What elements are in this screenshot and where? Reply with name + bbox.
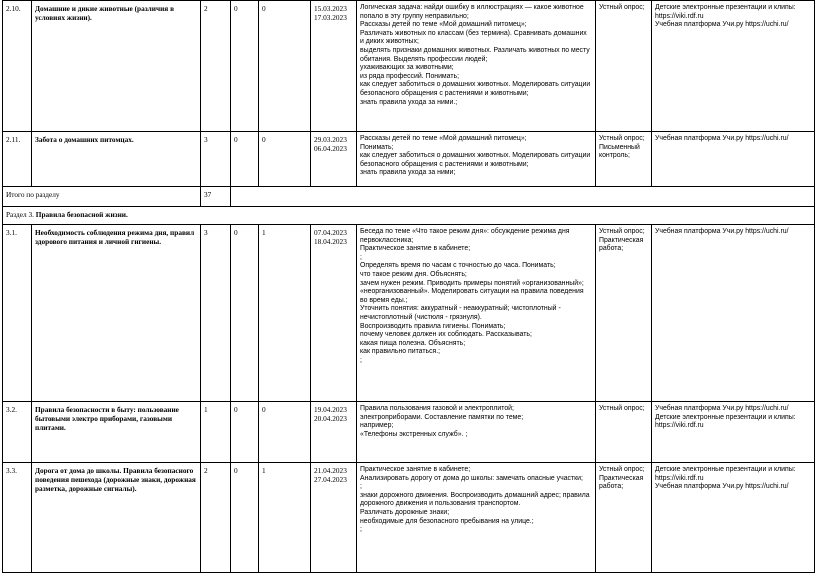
curriculum-table [2, 0, 815, 573]
activity-line: ; [360, 483, 362, 491]
activity-line: Беседа по теме «Что такое режим дня»: обсуждение режима дня первоклассника; [360, 228, 570, 244]
activity-line: необходимые для безопасного пребывания на улице.; [360, 517, 534, 525]
resource-line: Детские электронные презентации и клипы: https://viki.rdf.ru [655, 4, 796, 20]
subtotal-label: Итого по разделу [6, 190, 60, 199]
resources-cell [652, 225, 815, 402]
hours-total: 2 [204, 466, 208, 475]
section-title: Правила безопасной жизни. [35, 210, 128, 219]
control-form: Устный опрос; [599, 466, 645, 473]
study-date: 21.04.2023 [314, 466, 347, 475]
resources-cell [652, 402, 815, 463]
topic-title: Забота о домашних питомцах. [35, 135, 134, 144]
activity-line: что такое режим дня. Объяснять; [360, 270, 467, 278]
hours-practice: 0 [262, 4, 266, 13]
subtotal-value: 37 [204, 190, 212, 199]
resource-line: Учебная платформа Учи.ру https://uchi.ru/ [655, 405, 789, 412]
activity-line: Различать животных по классам (без термина). Сравнивать домашних и диких животных; [360, 29, 587, 46]
hours-practice-cell [259, 1, 311, 132]
activity-line: как правильно питаться.; [360, 348, 441, 356]
activity-line: например; [360, 422, 394, 430]
activity-line: как следует заботиться о домашних животных. Моделировать ситуации безопасного обращения с растениями и животными; [360, 81, 591, 97]
resource-line: Учебная платформа Учи.ру https://uchi.ru/ [655, 135, 789, 142]
control-forms-cell [596, 225, 652, 402]
activities-cell [357, 1, 596, 132]
hours-total-cell [201, 463, 231, 573]
activities-cell [357, 225, 596, 402]
topic-title-cell [32, 463, 201, 573]
table-row [3, 463, 815, 573]
study-date: 20.04.2023 [314, 414, 347, 423]
section-prefix: Раздел 3. [6, 210, 34, 219]
study-date: 19.04.2023 [314, 405, 347, 414]
activity-line: Определять время по часам с точностью до часа. Понимать; [360, 262, 556, 270]
resource-line: Учебная платформа Учи.ру https://uchi.ru/ [655, 228, 789, 235]
topic-title-cell [32, 402, 201, 463]
hours-total: 3 [204, 135, 208, 144]
activity-line: ; [360, 253, 362, 261]
activity-line: Правила пользования газовой и электроплитой; [360, 405, 514, 412]
hours-practice: 1 [262, 228, 266, 237]
activity-line: «Телефоны экстренных служб». ; [360, 430, 468, 438]
subtotal-label-cell [3, 187, 201, 207]
resource-line: Учебная платформа Учи.ру https://uchi.ru/ [655, 483, 789, 491]
activity-line: какая пища полезна. Объяснять; [360, 339, 466, 347]
table-body [3, 1, 815, 573]
hours-control: 0 [234, 4, 238, 13]
table-row [3, 187, 815, 207]
hours-control: 0 [234, 405, 238, 414]
hours-total-cell [201, 225, 231, 402]
resource-line: Детские электронные презентации и клипы: https://viki.rdf.ru [655, 466, 796, 482]
dates-cell [311, 225, 357, 402]
topic-number: 2.10. [6, 4, 21, 13]
topic-number-cell [3, 132, 32, 187]
activity-line: Практическое занятие в кабинете; [360, 466, 471, 473]
resource-line: Детские электронные презентации и клипы: https://viki.rdf.ru [655, 413, 796, 430]
topic-title-cell [32, 132, 201, 187]
topic-number-cell [3, 402, 32, 463]
activity-line: Рассказы детей по теме «Мой домашний питомец»; [360, 135, 527, 142]
dates-cell [311, 463, 357, 573]
hours-control-cell [231, 1, 259, 132]
table-row [3, 402, 815, 463]
activity-line: Уточнить понятия: аккуратный - неаккуратный; чистоплотный - нечистоплотный (чистюля - грязнуля). [360, 305, 561, 321]
activity-line: электроприборами. Составление памятки по теме; [360, 413, 524, 421]
control-form: Практическая работа; [599, 474, 644, 491]
topic-number-cell [3, 463, 32, 573]
study-date: 18.04.2023 [314, 237, 347, 246]
hours-control: 0 [234, 466, 238, 475]
activity-line: Различать дорожные знаки; [360, 508, 450, 516]
hours-total: 2 [204, 4, 208, 13]
study-date: 29.03.2023 [314, 135, 347, 144]
activity-line: Воспроизводить правила гигиены. Понимать; [360, 322, 506, 330]
hours-control-cell [231, 463, 259, 573]
hours-practice-cell [259, 402, 311, 463]
activity-line: Понимать; [360, 143, 394, 151]
activity-line: Рассказы детей по теме «Мой домашний питомец»; [360, 21, 527, 29]
control-form: Устный опрос; [599, 135, 645, 142]
hours-total: 1 [204, 405, 208, 414]
topic-title: Домашние и дикие животные (различия в условиях жизни). [35, 4, 175, 22]
hours-control-cell [231, 402, 259, 463]
topic-number-cell [3, 1, 32, 132]
hours-total: 3 [204, 228, 208, 237]
control-form: Письменный контроль; [599, 143, 640, 160]
section-header-cell [3, 207, 815, 225]
activity-line: зачем нужен режим. Приводить примеры понятий «организованный»; [360, 279, 584, 287]
activity-line: как следует заботиться о домашних животных. Моделировать ситуации безопасного обращения с растениями и животными; [360, 152, 591, 168]
dates-cell [311, 132, 357, 187]
topic-title: Необходимость соблюдения режима дня, правил здорового питания и личной гигиены. [35, 228, 195, 246]
hours-control: 0 [234, 228, 238, 237]
activity-line: из ряда профессий. Понимать; [360, 72, 460, 80]
activity-line: «неорганизованный». Моделировать ситуации на правила поведения во время еды.; [360, 288, 584, 304]
study-date: 27.04.2023 [314, 475, 347, 484]
study-date: 07.04.2023 [314, 228, 347, 237]
hours-practice: 0 [262, 135, 266, 144]
topic-title-cell [32, 225, 201, 402]
control-form: Практическая работа; [599, 236, 644, 253]
hours-control-cell [231, 132, 259, 187]
resources-cell [652, 463, 815, 573]
control-form: Устный опрос; [599, 4, 645, 11]
control-forms-cell [596, 402, 652, 463]
activity-line: ; [360, 526, 362, 534]
activity-line: знать правила ухода за ними.; [360, 98, 458, 106]
topic-title-cell [32, 1, 201, 132]
study-date: 15.03.2023 [314, 4, 347, 13]
study-date: 17.03.2023 [314, 13, 347, 22]
topic-number-cell [3, 225, 32, 402]
activity-line: почему человек должен их соблюдать. Рассказывать; [360, 331, 532, 339]
subtotal-empty-cell [231, 187, 815, 207]
control-form: Устный опрос; [599, 405, 645, 412]
hours-control-cell [231, 225, 259, 402]
hours-control: 0 [234, 135, 238, 144]
hours-total-cell [201, 1, 231, 132]
hours-practice-cell [259, 225, 311, 402]
resource-line: Учебная платформа Учи.ру https://uchi.ru/ [655, 21, 789, 29]
control-forms-cell [596, 463, 652, 573]
activity-line: ухаживающих за животными; [360, 64, 454, 72]
topic-number: 2.11. [6, 135, 21, 144]
table-row [3, 1, 815, 132]
activity-line: Практическое занятие в кабинете; [360, 245, 471, 253]
table-row [3, 132, 815, 187]
topic-number: 3.3. [6, 466, 17, 475]
activities-cell [357, 132, 596, 187]
activities-cell [357, 463, 596, 573]
control-forms-cell [596, 132, 652, 187]
topic-number: 3.2. [6, 405, 17, 414]
hours-practice-cell [259, 463, 311, 573]
table-row [3, 225, 815, 402]
resources-cell [652, 1, 815, 132]
hours-practice-cell [259, 132, 311, 187]
hours-practice: 0 [262, 405, 266, 414]
table-row [3, 207, 815, 225]
activity-line: Логическая задача: найди ошибку в иллюстрациях — какое животное попало в эту группу неправильно; [360, 4, 584, 20]
activity-line: ; [360, 356, 362, 364]
dates-cell [311, 402, 357, 463]
activity-line: Анализировать дорогу от дома до школы: замечать опасные участки; [360, 474, 583, 482]
hours-total-cell [201, 402, 231, 463]
hours-practice: 1 [262, 466, 266, 475]
study-date: 06.04.2023 [314, 144, 347, 153]
subtotal-value-cell [201, 187, 231, 207]
activity-line: знаки дорожного движения. Воспроизводить домашний адрес; правила дорожного движения и пользования транспортом. [360, 491, 590, 508]
topic-title: Правила безопасности в быту: пользование бытовыми электро приборами, газовыми плитами. [35, 405, 179, 432]
activity-line: выделять признаки домашних животных. Различать животных по месту обитания. Выделять профессии людей; [360, 46, 590, 63]
control-forms-cell [596, 1, 652, 132]
activities-cell [357, 402, 596, 463]
topic-title: Дорога от дома до школы. Правила безопасного поведения пешехода (дорожные знаки, дорожная разметка, дорожные сигналы). [35, 466, 196, 493]
activity-line: знать правила ухода за ними; [360, 169, 456, 177]
topic-number: 3.1. [6, 228, 17, 237]
dates-cell [311, 1, 357, 132]
control-form: Устный опрос; [599, 228, 645, 235]
resources-cell [652, 132, 815, 187]
hours-total-cell [201, 132, 231, 187]
